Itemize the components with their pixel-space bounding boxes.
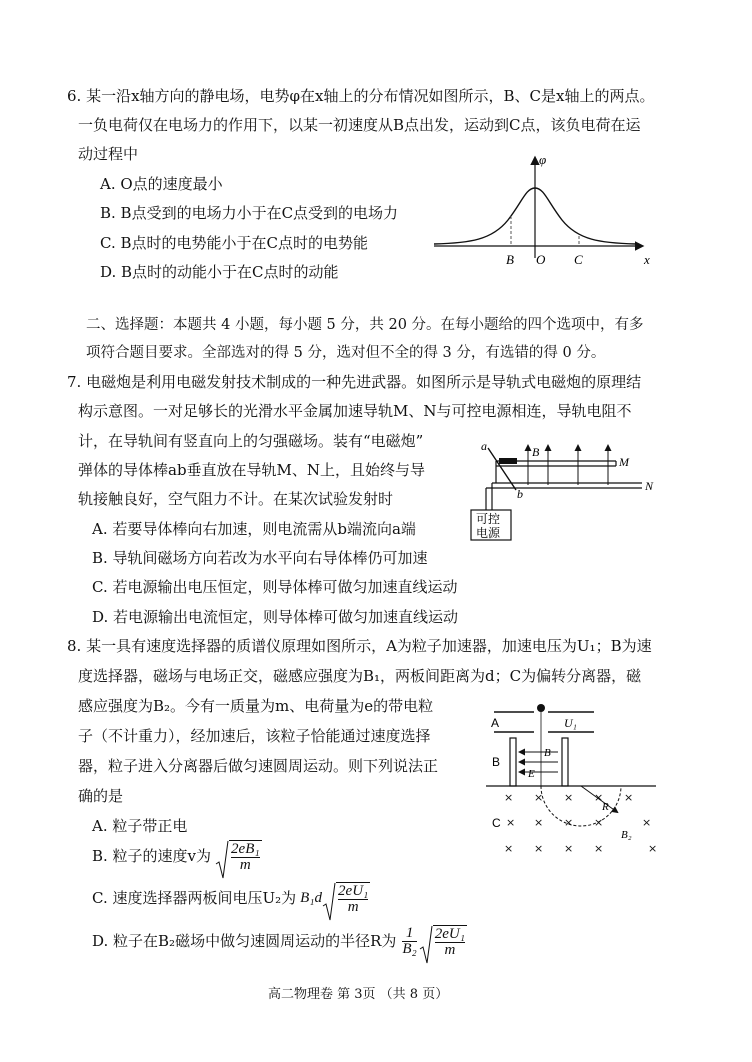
label-c: C [492, 816, 501, 830]
q7-stem-line4: 弹体的导体棒ab垂直放在导轨M、N上，且始终与导 [78, 461, 426, 479]
q8-option-b-text: B. 粒子的速度v为 [92, 847, 212, 865]
power-source-label2: 电源 [476, 526, 501, 540]
label-b: b [517, 487, 523, 501]
cross-mark: × [504, 791, 514, 804]
q8-option-c [92, 876, 370, 920]
cross-mark: × [594, 791, 604, 804]
q7-stem-line3: 计，在导轨间有竖直向上的匀强磁场。装有“电磁炮” [78, 432, 424, 450]
q8-stem-line5: 器，粒子进入分离器后做匀速圆周运动。则下列说法正 [78, 757, 439, 775]
label-e: E [528, 768, 535, 780]
label-a: A [491, 716, 500, 730]
q8-c-denominator: m [347, 898, 359, 915]
label-n: N [645, 479, 654, 493]
q8-mass-spectrometer-diagram [484, 700, 664, 862]
q6-stem-line3: 动过程中 [78, 145, 139, 163]
q8-stem-line4: 子（不计重力），经加速后，该粒子恰能通过速度选择 [78, 727, 431, 745]
label-a: a [481, 440, 487, 453]
cross-mark: × [594, 842, 604, 855]
q8-option-d [92, 918, 467, 964]
label-b1: B [544, 747, 551, 759]
o-label: O [536, 252, 546, 267]
cross-mark: × [594, 816, 604, 829]
q8-option-c-text: C. 速度选择器两板间电压U₂为 [92, 889, 297, 907]
q8-c-coefficient: B₁d [300, 890, 323, 906]
cross-mark: × [534, 791, 544, 804]
q8-b-denominator: m [239, 856, 251, 873]
label-u1: U₁ [564, 716, 577, 730]
cross-mark: × [506, 816, 516, 829]
q6-potential-graph [430, 148, 660, 273]
q7-stem-line2: 构示意图。一对足够长的光滑水平金属加速导轨M、N与可控电源相连，导轨电阻不 [78, 402, 632, 420]
sqrt-expr [215, 840, 262, 873]
cross-mark: × [642, 816, 652, 829]
selector-plate-left [510, 738, 516, 786]
q8-stem-line1: 8. 某一具有速度选择器的质谱仪原理如图所示，A为粒子加速器，加速电压为U₁；B为速 [67, 637, 652, 655]
sqrt-expr [419, 925, 467, 958]
q8-b-numerator: 2eB₁ [231, 840, 260, 857]
q8-d-fraction-den: B₂ [402, 940, 417, 957]
label-r: R [602, 801, 609, 813]
cross-mark: × [564, 816, 574, 829]
q6-stem-line2: 一负电荷仅在电场力的作用下，以某一初速度从B点出发，运动到C点，该负电荷在运 [78, 116, 641, 134]
power-source-label1: 可控 [476, 512, 501, 526]
projectile [499, 458, 517, 464]
phi-label: φ [539, 152, 547, 167]
sqrt-expr [322, 882, 370, 915]
q7-stem-line1: 7. 电磁炮是利用电磁发射技术制成的一种先进武器。如图所示是导轨式电磁炮的原理结 [67, 373, 642, 391]
cross-mark: × [504, 842, 514, 855]
q8-stem-line2: 度选择器，磁场与电场正交，磁感应强度为B₁，两板间距离为d；C为偏转分离器，磁 [78, 667, 642, 685]
c-label: C [574, 252, 583, 267]
q8-d-fraction-num: 1 [402, 926, 416, 942]
q8-stem-line3: 感应强度为B₂。今有一质量为m、电荷量为e的带电粒 [78, 697, 434, 715]
label-b2: B₂ [621, 829, 632, 841]
q8-option-a: A. 粒子带正电 [92, 817, 188, 835]
particle-source [537, 704, 545, 712]
q7-option-d: D. 若电源输出电流恒定，则导体棒可做匀加速直线运动 [92, 608, 459, 626]
q6-stem-line1: 6. 某一沿x轴方向的静电场，电势φ在x轴上的分布情况如图所示，B、C是x轴上的两点。 [67, 87, 655, 105]
q7-option-c: C. 若电源输出电压恒定，则导体棒可做匀加速直线运动 [92, 578, 458, 596]
cross-mark: × [564, 842, 574, 855]
q7-railgun-diagram [466, 440, 666, 542]
q8-d-numerator: 2eU₁ [434, 925, 465, 942]
q7-option-a: A. 若要导体棒向右加速，则电流需从b端流向a端 [92, 520, 416, 538]
q8-c-numerator: 2eU₁ [338, 882, 369, 899]
cross-mark: × [534, 842, 544, 855]
label-b-field: B [532, 445, 540, 459]
q7-option-b: B. 导轨间磁场方向若改为水平向右导体棒仍可加速 [92, 549, 428, 567]
label-m: M [619, 455, 629, 469]
q6-option-a: A. O点的速度最小 [100, 175, 223, 193]
cross-mark: × [534, 816, 544, 829]
cross-mark: × [648, 842, 658, 855]
page-footer: 高二物理卷 第 3页 （共 8 页） [268, 987, 449, 1002]
radius-arrow [581, 786, 617, 812]
b-label: B [506, 252, 514, 267]
q8-d-denominator: m [444, 941, 456, 958]
x-label: x [644, 252, 650, 267]
cross-mark: × [564, 791, 574, 804]
selector-plate-right [562, 738, 568, 786]
section2-line2: 项符合题目要求。全部选对的得 5 分，选对但不全的得 3 分，有选错的得 0 分。 [86, 345, 606, 361]
q8-option-d-text: D. 粒子在B₂磁场中做匀速圆周运动的半径R为 [92, 932, 397, 950]
section2-line1: 二、选择题：本题共 4 小题，每小题 5 分，共 20 分。在每小题给的四个选项中，有多 [86, 317, 644, 333]
q6-option-c: C. B点时的电势能小于在C点时的电势能 [100, 234, 368, 252]
label-b: B [492, 755, 501, 769]
q8-stem-line6: 确的是 [78, 787, 124, 805]
q8-option-b [92, 834, 262, 878]
q7-stem-line5: 轨接触良好，空气阻力不计。在某次试验发射时 [78, 490, 394, 508]
cross-mark: × [624, 791, 634, 804]
q6-option-b: B. B点受到的电场力小于在C点受到的电场力 [100, 204, 399, 222]
q6-option-d: D. B点时的动能小于在C点时的动能 [100, 263, 339, 281]
